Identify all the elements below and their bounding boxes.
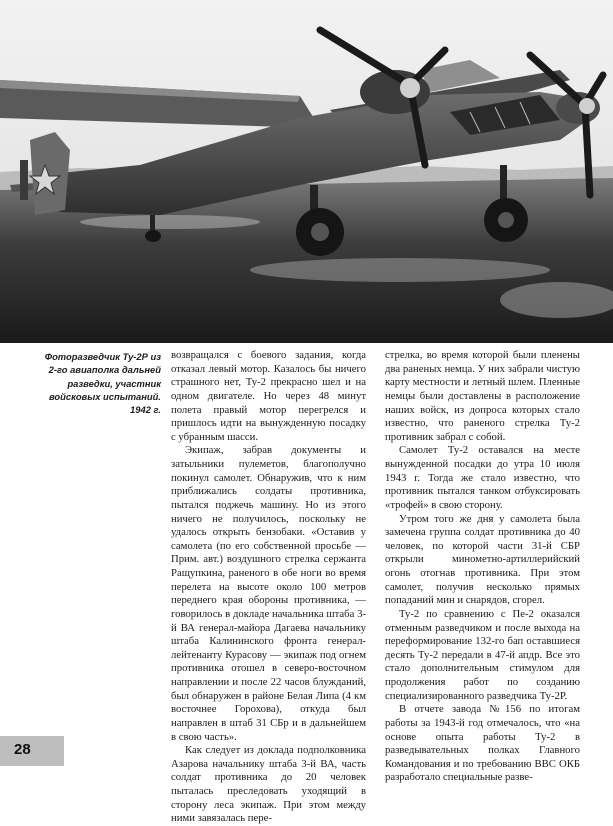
text-column-right xyxy=(385,349,580,785)
paragraph: стрелка, во время которой были пленены два раненых немца. У них забрали чистую карту местности и летный шлем. Пленные немцы были доставлены в расположение наших войск, из допроса которых стало известно, что раненого стрелка Ту-2 противник забрал с собой. xyxy=(385,349,580,443)
paragraph: Как следует из доклада подполковника Азарова начальнику штаба 3-й ВА, часть солдат противника до 20 человек пыталась преследовать уходящий в сторону леса экипаж. При этом между ними завязалась пере- xyxy=(171,744,366,825)
page-number: 28 xyxy=(14,741,31,758)
paragraph: возвращался с боевого задания, когда отказал левый мотор. Казалось бы ничего страшного нет, Ту-2 прекрасно шел и на одном двигателе. Но через 48 минут полета правый мотор перегрелся и пришлось идти на вынужденную посадку с убранным шасси. xyxy=(171,349,366,443)
photo-caption: Фоторазведчик Ту-2Р из 2-го авиаполка дальней разведки, участник войсковых испытаний. 1942 г. xyxy=(44,351,161,416)
page-number-box xyxy=(0,736,64,766)
paragraph: Утром того же дня у самолета была замечена группа солдат противника до 40 человек, по которой части 31-й СБР открыли минометно-артиллерийский огонь отогнав противника. При этом самолет, получив несколько прямых попаданий мин и снарядов, сгорел. xyxy=(385,512,580,607)
paragraph: Самолет Ту-2 оставался на месте вынужденной посадки до утра 10 июля 1943 г. Тогда же стало известно, что противник пытался танком отбуксировать «трофей» в свою сторону. xyxy=(385,444,580,511)
paragraph: В отчете завода №156 по итогам работы за 1943-й год отмечалось, что «на основе опыта работы Ту-2 в разведывательных полках Главного Командования и по требованию ВВС ОКБ разработало специальные разве- xyxy=(385,703,580,784)
text-column-left xyxy=(171,349,366,826)
tu-2-aircraft-photo-icon xyxy=(0,0,613,343)
aircraft-photo xyxy=(0,0,613,343)
paragraph: Экипаж, забрав документы и затыльники пулеметов, благополучно покинул самолет. Обнаружив, что к ним приближались солдаты противника, пытался поджечь машину. Но из этого ничего не получилось, поскольку не удалось открыть бензобаки. «Оставив у самолета (по его собственной просьбе — Прим. авт.) воздушного стрелка сержанта Ращупкина, раненого в обе ноги во время перелета на высоте около 100 метров переднего края обороны противника, — говорилось в докладе начальника штаба 3-й ВА генерал-майора Дагаева начальнику штаба Калининского фронта генерал-лейтенанту Курасову — экипаж под огнем противника отошел в северо-восточном направлении и после 22 часов блужданий, был обнаружен в районе Белая Липа (4 км восточнее Горохова), откуда был направлен в штаб 31 СБр и в дальнейшем в свою часть». xyxy=(171,444,366,743)
paragraph: Ту-2 по сравнению с Пе-2 оказался отменным разведчиком и после выхода на переформирование 132-го бап оставшиеся десять Ту-2 передали в 47-й апдр. Все это стало дополнительным стимулом для продолжения работ по созданию специализированного разведчика Ту-2Р. xyxy=(385,607,580,702)
